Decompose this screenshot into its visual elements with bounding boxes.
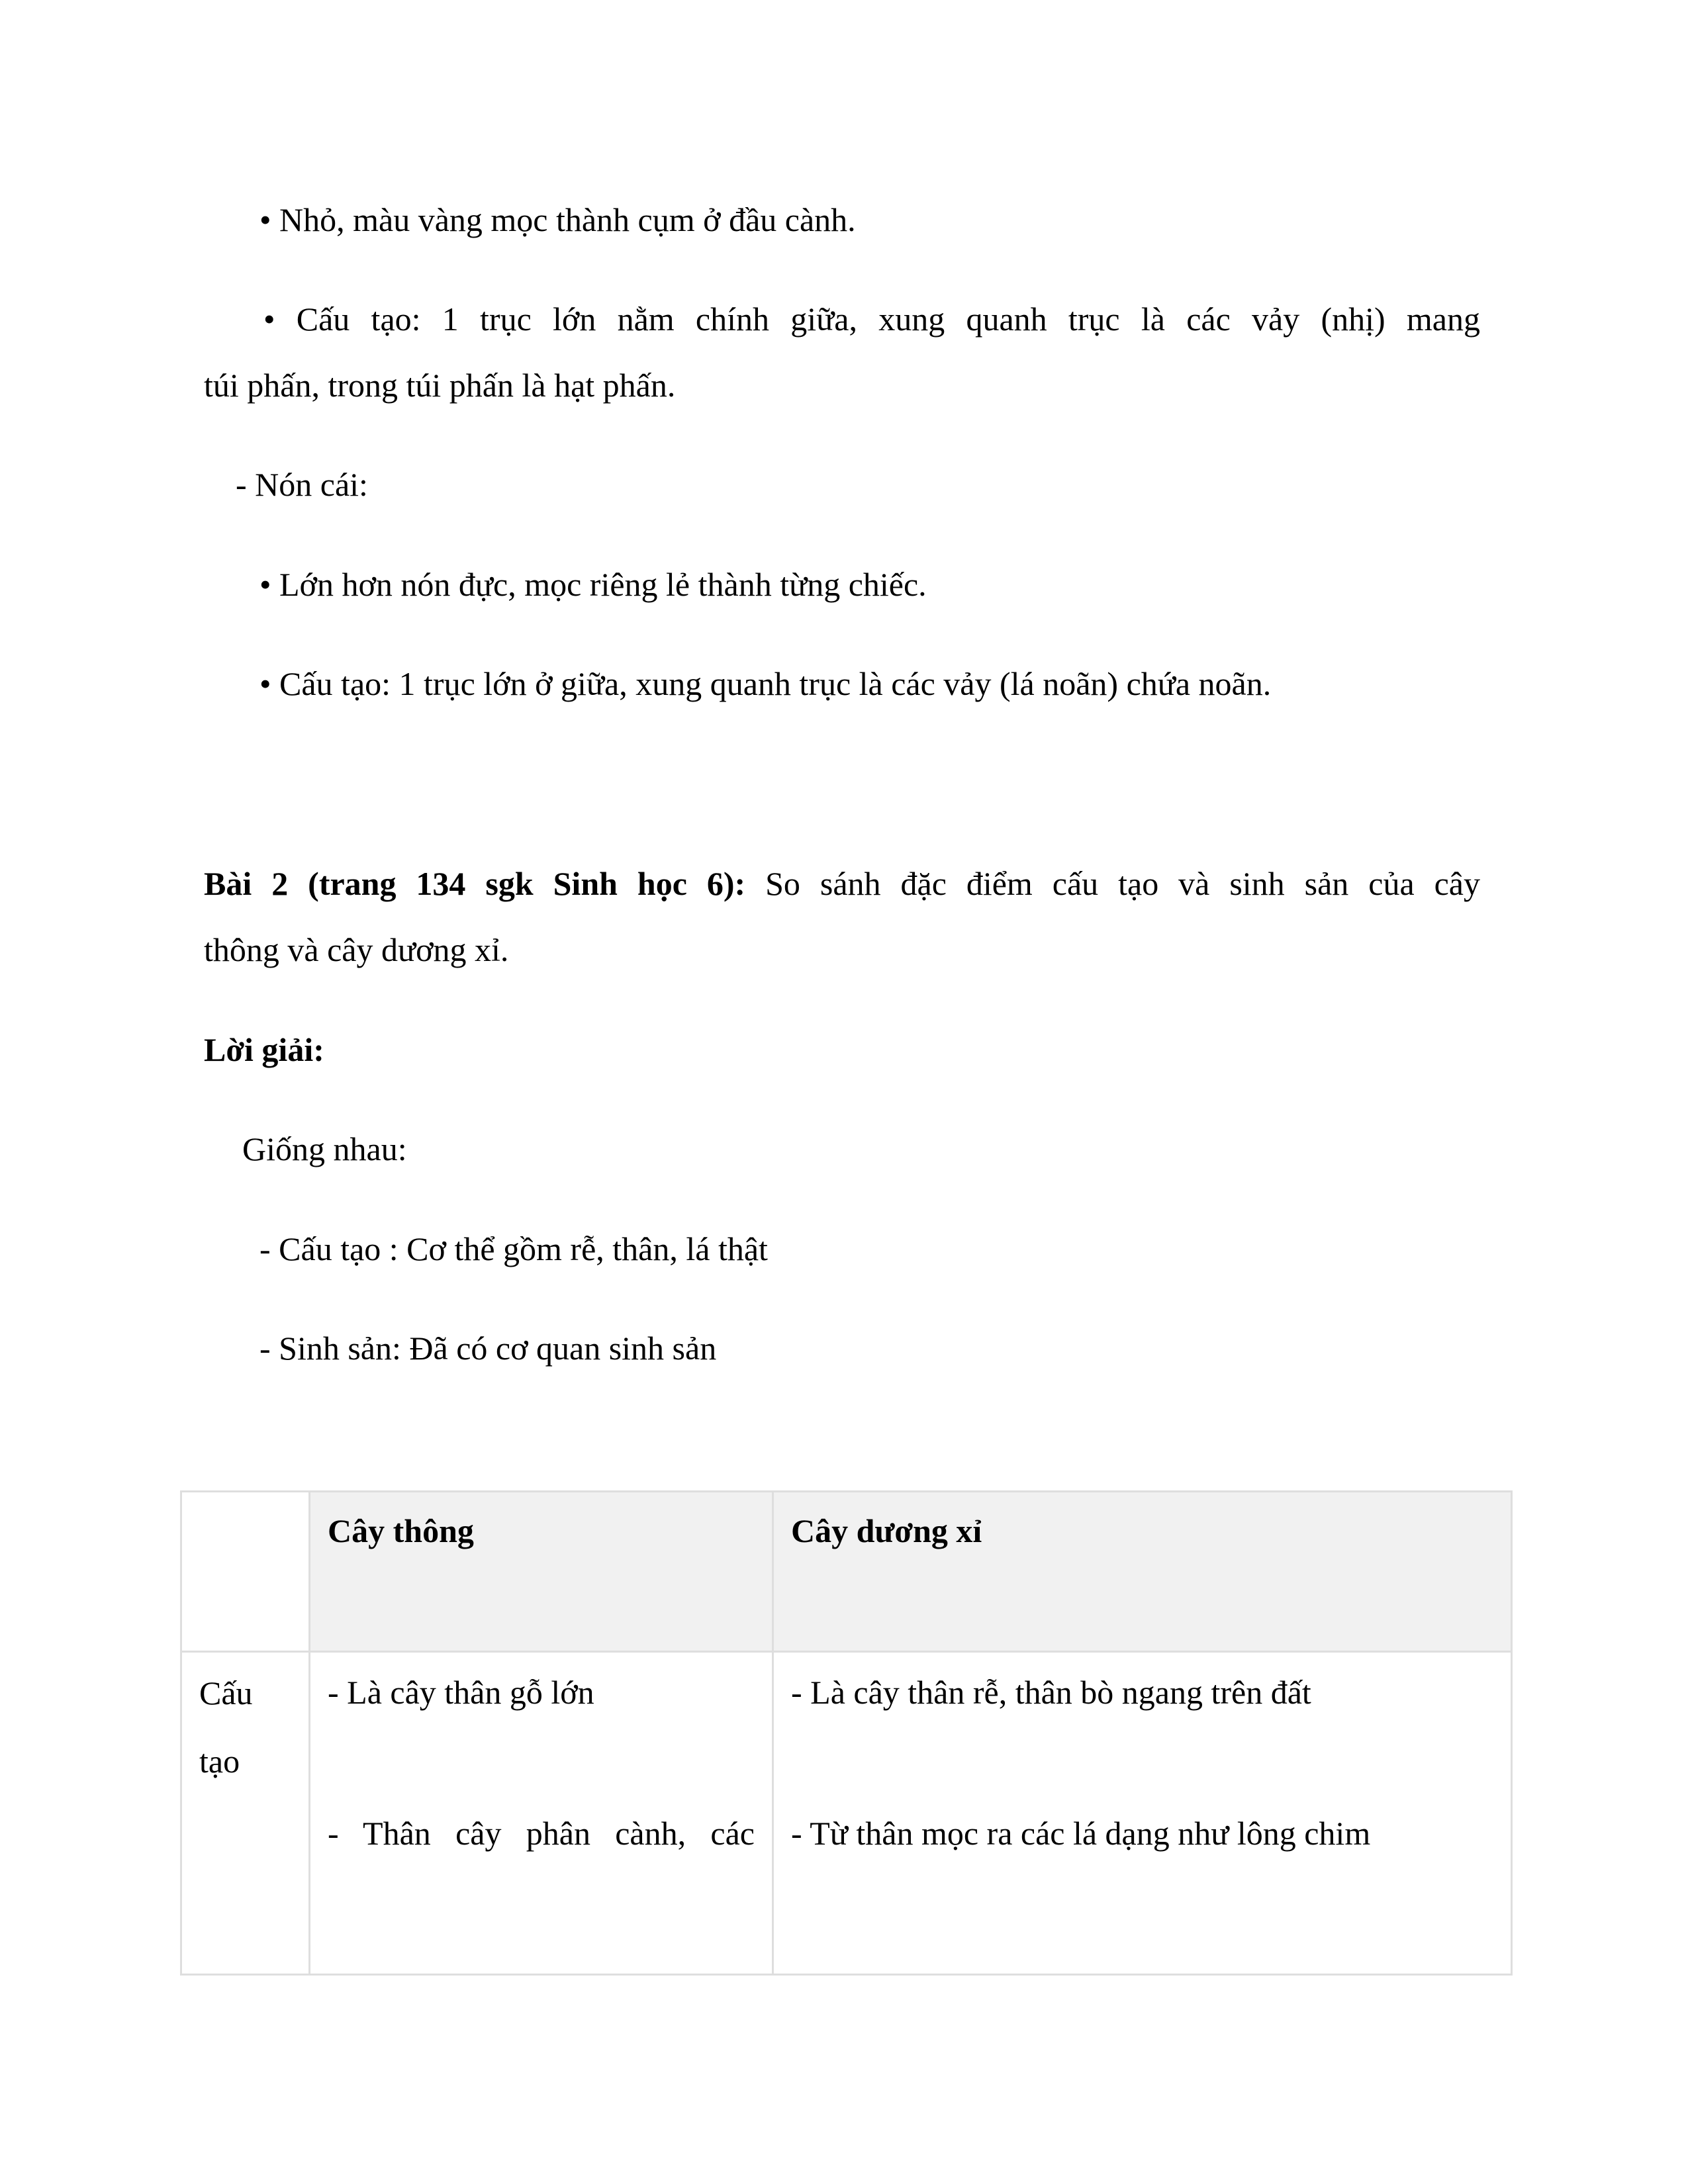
row-label-line2: tạo — [199, 1743, 240, 1780]
answer-label: Lời giải: — [204, 1031, 324, 1068]
table-cell-pine — [310, 1652, 773, 1975]
exercise-question-line2: thông và cây dương xỉ. — [204, 931, 509, 968]
fern-structure-2: - Từ thân mọc ra các lá dạng như lông chim — [791, 1815, 1371, 1852]
exercise-question-text: So sánh đặc điểm cấu tạo và sinh sản của cây — [765, 865, 1480, 902]
pine-structure-1: - Là cây thân gỗ lớn — [328, 1674, 594, 1711]
row-label-line1: Cấu — [199, 1674, 253, 1711]
table-header-fern: Cây dương xỉ — [773, 1492, 1512, 1652]
cell-spacer — [328, 1725, 755, 1800]
exercise-question-line1 — [204, 850, 1480, 917]
bullet-female-cone-size: • Lớn hơn nón đực, mọc riêng lẻ thành từng chiếc. — [259, 566, 927, 603]
similarities-heading: Giống nhau: — [242, 1130, 407, 1167]
table-cell-fern — [773, 1652, 1512, 1975]
table-header-pine: Cây thông — [310, 1492, 773, 1652]
bullet-male-cone-appearance: • Nhỏ, màu vàng mọc thành cụm ở đầu cành. — [259, 201, 856, 238]
table-header-row — [181, 1492, 1512, 1652]
table-header-empty — [181, 1492, 310, 1652]
fern-structure-1: - Là cây thân rễ, thân bò ngang trên đất — [791, 1674, 1311, 1711]
comparison-table — [180, 1490, 1513, 1976]
pine-structure-2: - Thân cây phân cành, các — [328, 1815, 755, 1852]
bullet-male-cone-structure-line1: • Cấu tạo: 1 trục lớn nằm chính giữa, xung quanh trục là các vảy (nhị) mang — [263, 300, 1480, 338]
similarity-structure: - Cấu tạo : Cơ thể gồm rễ, thân, lá thật — [259, 1230, 768, 1267]
bullet-female-cone-structure: • Cấu tạo: 1 trục lớn ở giữa, xung quanh trục là các vảy (lá noãn) chứa noãn. — [259, 665, 1272, 702]
similarity-reproduction: - Sinh sản: Đã có cơ quan sinh sản — [259, 1330, 717, 1367]
bullet-male-cone-structure-line2: túi phấn, trong túi phấn là hạt phấn. — [204, 367, 676, 404]
table-row-label — [181, 1652, 310, 1975]
exercise-title: Bài 2 (trang 134 sgk Sinh học 6): — [204, 865, 746, 902]
table-row — [181, 1652, 1512, 1975]
female-cone-heading: - Nón cái: — [236, 466, 368, 503]
cell-spacer — [791, 1725, 1493, 1800]
